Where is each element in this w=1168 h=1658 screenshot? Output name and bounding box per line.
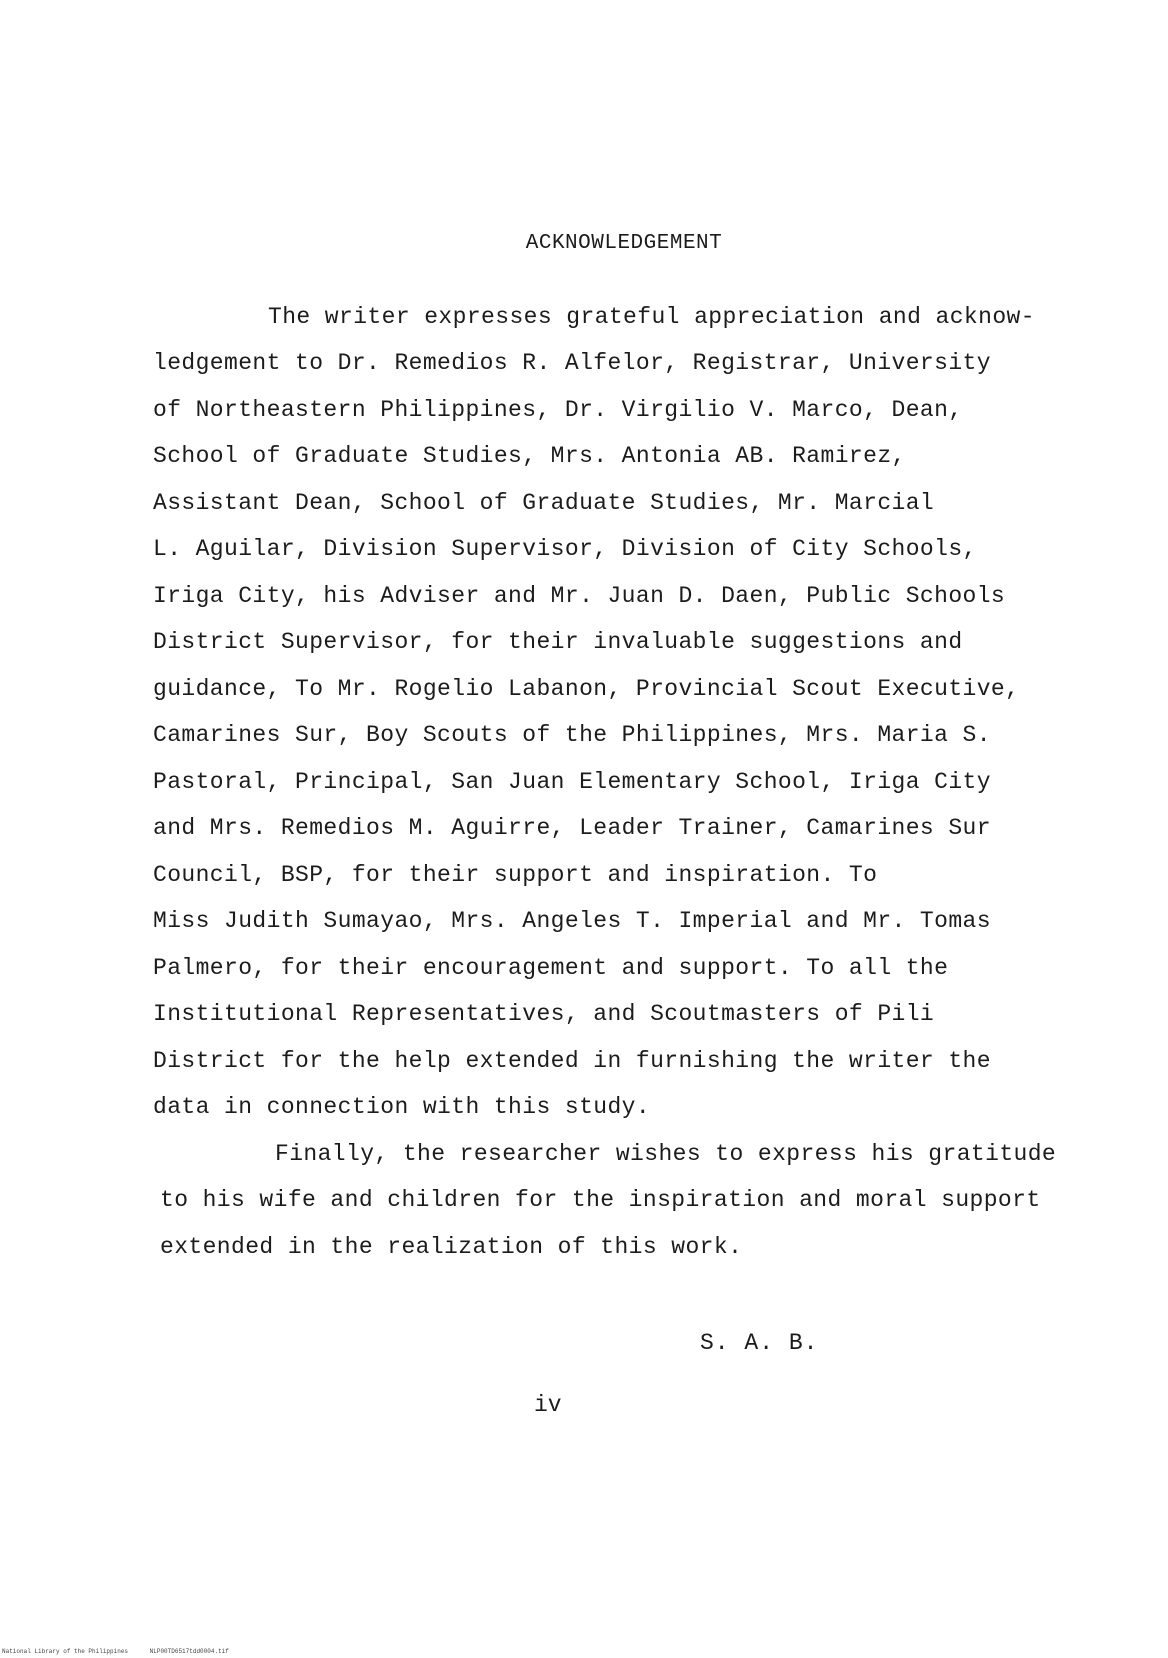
footer-file: NLP00TD6517tdd0004.tif <box>149 1648 229 1655</box>
text-line: Assistant Dean, School of Graduate Studies, Mr. Marcial <box>153 490 935 516</box>
text-line: Pastoral, Principal, San Juan Elementary School, Iriga City <box>153 769 991 795</box>
text-line: Institutional Representatives, and Scoutmasters of Pili <box>153 1001 935 1027</box>
text-line: Finally, the researcher wishes to express his gratitude <box>275 1141 1057 1167</box>
text-line: ledgement to Dr. Remedios R. Alfelor, Registrar, University <box>153 350 991 376</box>
page-title: ACKNOWLEDGEMENT <box>525 232 723 255</box>
signature-initials: S. A. B. <box>700 1330 819 1356</box>
text-line: District Supervisor, for their invaluable suggestions and <box>153 629 963 655</box>
text-line: L. Aguilar, Division Supervisor, Division of City Schools, <box>153 536 977 562</box>
text-line: Council, BSP, for their support and inspiration. To <box>153 862 878 888</box>
text-line: Palmero, for their encouragement and support. To all the <box>153 955 949 981</box>
text-line: guidance, To Mr. Rogelio Labanon, Provincial Scout Executive, <box>153 676 1020 702</box>
text-line: to his wife and children for the inspiration and moral support <box>160 1187 1041 1213</box>
text-line: District for the help extended in furnishing the writer the <box>153 1048 991 1074</box>
text-line: and Mrs. Remedios M. Aguirre, Leader Trainer, Camarines Sur <box>153 815 991 841</box>
text-line: Iriga City, his Adviser and Mr. Juan D. Daen, Public Schools <box>153 583 1006 609</box>
text-line: of Northeastern Philippines, Dr. Virgilio V. Marco, Dean, <box>153 397 963 423</box>
text-line: School of Graduate Studies, Mrs. Antonia AB. Ramirez, <box>153 443 906 469</box>
text-line: data in connection with this study. <box>153 1094 651 1120</box>
text-line: Miss Judith Sumayao, Mrs. Angeles T. Imperial and Mr. Tomas <box>153 908 991 934</box>
text-line: Camarines Sur, Boy Scouts of the Philippines, Mrs. Maria S. <box>153 722 991 748</box>
page-number: iv <box>534 1392 562 1418</box>
text-line: The writer expresses grateful appreciation and acknow- <box>268 304 1035 330</box>
text-line: extended in the realization of this work. <box>160 1234 743 1260</box>
footer-library: National Library of the Philippines <box>2 1648 129 1655</box>
scan-footer <box>2 1648 247 1655</box>
